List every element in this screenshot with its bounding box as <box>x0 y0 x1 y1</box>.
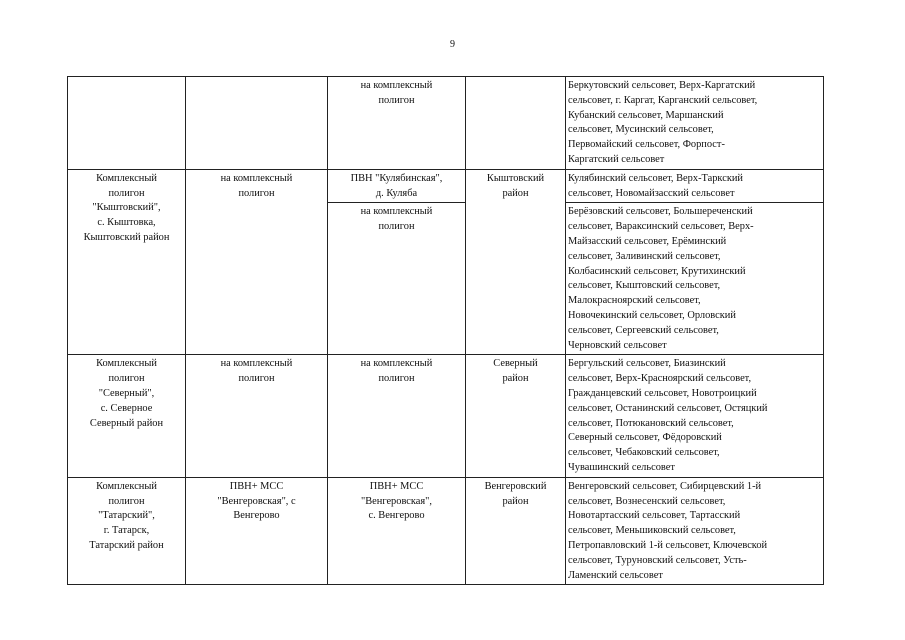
table-row <box>68 477 824 585</box>
settlements-cell <box>566 77 824 170</box>
cell-text-line: Северный <box>493 358 538 370</box>
cell-text-line: сельсовет, г. Каргат, Карганский сельсовет, <box>568 94 758 106</box>
cell-text-line: сельсовет, Останинский сельсовет, Остяцкий <box>568 402 768 414</box>
cell-text-line: с. Кыштовка, <box>97 217 156 229</box>
cell-text-line: сельсовет, Туруновский сельсовет, Усть- <box>568 554 747 566</box>
cell-text-line: на комплексный <box>360 80 433 91</box>
settlements-cell <box>566 169 824 203</box>
cell-text-line: с. Северное <box>100 402 153 414</box>
cell-text-line: Чувашинский сельсовет <box>568 461 675 473</box>
cell-text-line: полигон <box>108 373 145 385</box>
cell-text-line: Комплексный <box>96 172 157 184</box>
cell-text-line: Комплексный <box>96 358 157 370</box>
district-cell <box>466 355 566 477</box>
cell-text-line: сельсовет, Вараксинский сельсовет, Верх- <box>568 221 754 233</box>
cell-text-line: Черновский сельсовет <box>568 339 667 351</box>
cell-text-line: район <box>502 495 529 507</box>
cell-text-line: сельсовет, Новомайзасский сельсовет <box>568 187 735 199</box>
table-row <box>68 355 824 477</box>
cell-text-line: с. Венгерово <box>368 510 425 522</box>
cell-text-line: Новочекинский сельсовет, Орловский <box>568 309 736 321</box>
district-cell <box>466 169 566 355</box>
cell-text-line: Венгеровский сельсовет, Сибирцевский 1-й <box>568 480 762 492</box>
facility-cell <box>68 77 186 170</box>
destination-cell <box>328 203 466 355</box>
waste-facilities-table <box>67 76 824 585</box>
settlements-cell <box>566 355 824 477</box>
cell-text-line: район <box>502 187 529 199</box>
cell-text-line: Северный район <box>89 417 164 429</box>
page-number: 9 <box>450 39 455 50</box>
cell-text-line: сельсовет, Мусинский сельсовет, <box>568 124 714 136</box>
cell-text-line: Гражданцевский сельсовет, Новотроицкий <box>568 387 757 399</box>
cell-text-line: на комплексный <box>220 358 293 370</box>
cell-text-line: Кыштовский район <box>83 231 170 243</box>
cell-text-line: ПВН+ МСС <box>369 480 424 492</box>
cell-text-line: на комплексный <box>360 358 433 370</box>
cell-text-line: полигон <box>238 373 275 385</box>
cell-text-line: Кубанский сельсовет, Маршанский <box>568 109 724 121</box>
cell-text-line: Венгерово <box>233 510 280 522</box>
cell-text-line: полигон <box>378 221 415 233</box>
cell-text-line: Татарский район <box>89 539 164 551</box>
cell-text-line: "Кыштовский", <box>92 202 161 214</box>
cell-text-line: полигон <box>238 187 275 199</box>
cell-text-line: полигон <box>378 373 415 385</box>
cell-text-line: сельсовет, Сергеевский сельсовет, <box>568 324 719 336</box>
cell-text-line: Майзасский сельсовет, Ерёминский <box>568 235 727 247</box>
cell-text-line: Комплексный <box>96 480 157 492</box>
cell-text-line: сельсовет, Чебаковский сельсовет, <box>568 447 720 459</box>
cell-text-line: г. Татарск, <box>103 525 150 537</box>
cell-text-line: полигон <box>108 495 145 507</box>
cell-text-line: полигон <box>378 94 415 106</box>
cell-text-line: Беркутовский сельсовет, Верх-Каргатский <box>568 80 756 91</box>
cell-text-line: Бергульский сельсовет, Биазинский <box>568 358 726 370</box>
cell-text-line: Каргатский сельсовет <box>568 153 665 165</box>
facility-cell <box>68 169 186 355</box>
cell-text-line: "Венгеровская", с <box>217 495 296 507</box>
destination-cell <box>328 477 466 585</box>
cell-text-line: полигон <box>108 187 145 199</box>
cell-text-line: Кулябинский сельсовет, Верх-Таркский <box>568 172 743 184</box>
cell-text-line: Венгеровский <box>484 480 547 492</box>
cell-text-line: сельсовет, Заливинский сельсовет, <box>568 250 721 262</box>
table-row <box>68 169 824 203</box>
cell-text-line: Ламенский сельсовет <box>568 569 663 581</box>
cell-text-line: Первомайский сельсовет, Форпост- <box>568 139 725 151</box>
location-cell <box>186 355 328 477</box>
cell-text-line: сельсовет, Вознесенский сельсовет, <box>568 495 726 507</box>
cell-text-line: Северный сельсовет, Фёдоровский <box>568 432 722 444</box>
cell-text-line: "Венгеровская", <box>360 495 433 507</box>
facility-cell <box>68 355 186 477</box>
cell-text-line: сельсовет, Кыштовский сельсовет, <box>568 280 721 292</box>
cell-text-line: д. Куляба <box>375 187 418 199</box>
cell-text-line: район <box>502 373 529 385</box>
destination-cell <box>328 77 466 170</box>
district-cell <box>466 477 566 585</box>
facility-cell <box>68 477 186 585</box>
cell-text-line: Колбасинский сельсовет, Крутихинский <box>568 265 746 277</box>
cell-text-line: Берёзовский сельсовет, Большереченский <box>568 206 753 218</box>
settlements-cell <box>566 203 824 355</box>
settlements-cell <box>566 477 824 585</box>
cell-text-line: Кыштовский <box>486 172 545 184</box>
cell-text-line: на комплексный <box>220 172 293 184</box>
cell-text-line: на комплексный <box>360 206 433 218</box>
cell-text-line: сельсовет, Меньшиковский сельсовет, <box>568 525 736 537</box>
destination-cell <box>328 169 466 203</box>
cell-text-line: Новотартасский сельсовет, Тартасский <box>568 510 741 522</box>
district-cell <box>466 77 566 170</box>
cell-text-line: ПВН "Кулябинская", <box>350 172 443 184</box>
table-row <box>68 77 824 170</box>
cell-text-line: сельсовет, Верх-Красноярский сельсовет, <box>568 373 752 385</box>
cell-text-line: Малокрасноярский сельсовет, <box>568 295 701 307</box>
cell-text-line: "Татарский", <box>98 510 155 522</box>
cell-text-line: Петропавловский 1-й сельсовет, Ключевской <box>568 539 768 551</box>
location-cell <box>186 169 328 355</box>
destination-cell <box>328 355 466 477</box>
cell-text-line: "Северный", <box>98 387 155 399</box>
location-cell <box>186 77 328 170</box>
location-cell <box>186 477 328 585</box>
cell-text-line: сельсовет, Потюкановский сельсовет, <box>568 417 734 429</box>
cell-text-line: ПВН+ МСС <box>229 480 284 492</box>
